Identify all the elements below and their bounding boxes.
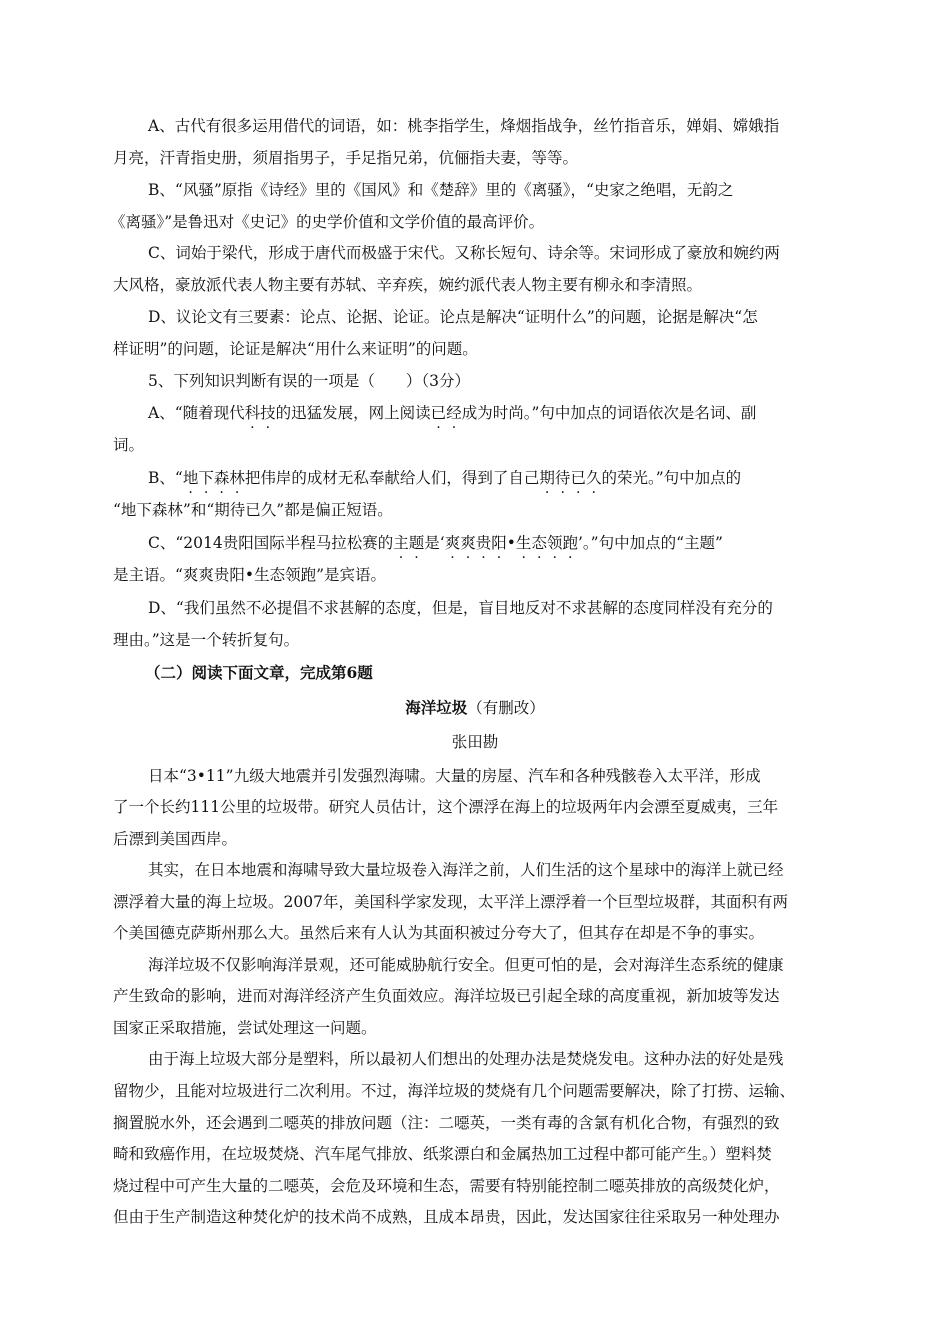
text-segment: • bbox=[506, 534, 516, 552]
option-a-line-1: A、古代有很多运用借代的词语，如：桃李指学生，烽烟指战争，丝竹指音乐，婵娟、嫦娥指 bbox=[148, 117, 780, 135]
dotted-char: 跑 bbox=[562, 534, 578, 552]
dotted-char: 已 bbox=[430, 404, 447, 422]
dotted-char: 待 bbox=[554, 469, 571, 487]
q5-option-d-line-2: 理由。”这是一个转折复句。 bbox=[113, 631, 300, 649]
question-5-stem: 5、下列知识判断有误的一项是（ ）（3分） bbox=[148, 372, 470, 390]
paragraph-4-line-4: 畸和致癌作用，在垃圾焚烧、汽车尾气排放、纸浆漂白和金属热加工过程中都可能产生。）塑料焚 bbox=[113, 1145, 772, 1163]
dotted-char: 技 bbox=[260, 404, 276, 422]
option-d-line-1: D、议论文有三要素：论点、论据、论证。论点是解决“证明什么”的问题，论据是解决“怎 bbox=[148, 308, 758, 326]
paragraph-4-line-5: 烧过程中可产生大量的二噁英，会危及环境和生态，需要有特别能控制二噁英排放的高级焚化炉， bbox=[113, 1177, 780, 1195]
text-segment: B、“ bbox=[148, 469, 183, 487]
option-c-line-2: 大风格，豪放派代表人物主要有苏轼、辛弃疾，婉约派代表人物主要有柳永和李清照。 bbox=[113, 276, 703, 294]
text-segment: A、“随着现代 bbox=[148, 404, 245, 422]
paragraph-4-line-1: 由于海上垃圾大部分是塑料，所以最初人们想出的处理办法是焚烧发电。这种办法的好处是残 bbox=[148, 1050, 784, 1068]
dotted-char: 已 bbox=[570, 469, 586, 487]
dotted-char: 生 bbox=[515, 534, 532, 552]
dotted-char: 贵 bbox=[475, 534, 492, 552]
option-b-line-2: 《离骚》”是鲁迅对《史记》的史学价值和文学价值的最高评价。 bbox=[110, 213, 545, 231]
paragraph-1-line-3: 后漂到美国西岸。 bbox=[113, 830, 238, 848]
dotted-char: 经 bbox=[446, 404, 462, 422]
paragraph-2-line-1: 其实，在日本地震和海啸导致大量垃圾卷入海洋之前，人们生活的这个星球中的海洋上就已经 bbox=[148, 861, 784, 879]
text-segment: C、“2014贵阳国际半程马拉松赛的 bbox=[148, 534, 394, 552]
text-segment: 把伟岸的成材无私奉献给人们，得到了自己 bbox=[244, 469, 540, 487]
dotted-char: 下 bbox=[198, 469, 214, 487]
text-segment: ’。”句中加点的“主题” bbox=[577, 534, 723, 552]
q5-option-c-line-2: 是主语。“爽爽贵阳•生态领跑”是宾语。 bbox=[113, 566, 386, 584]
section-heading: （二）阅读下面文章，完成第6题 bbox=[145, 663, 373, 682]
paragraph-3-line-3: 国家正采取措施，尝试处理这一问题。 bbox=[113, 1019, 377, 1037]
option-a-line-2: 月亮，汗青指史册，须眉指男子，手足指兄弟，伉俪指夫妻，等等。 bbox=[113, 149, 579, 167]
q5-option-b-line-2: “地下森林”和“期待已久”都是偏正短语。 bbox=[113, 501, 393, 519]
option-c-line-1: C、词始于梁代，形成于唐代而极盛于宋代。又称长短句、诗余等。宋词形成了豪放和婉约两 bbox=[148, 244, 780, 262]
paragraph-3-line-2: 产生致命的影响，进而对海洋经济产生负面效应。海洋垃圾已引起全球的高度重视，新加坡等发达 bbox=[113, 987, 780, 1005]
text-segment: 是‘ bbox=[424, 534, 445, 552]
paragraph-4-line-3: 搁置脱水外，还会遇到二噁英的排放问题（注：二噁英，一类有毒的含氯有机化合物，有强烈的致 bbox=[113, 1114, 780, 1132]
paragraph-3-line-1: 海洋垃圾不仅影响海洋景观，还可能威胁航行安全。但更可怕的是，会对海洋生态系统的健康 bbox=[148, 956, 784, 974]
q5-option-a-line-1 bbox=[148, 403, 756, 423]
article-author: 张田勘 bbox=[451, 733, 499, 751]
paragraph-1-line-1: 日本“3•11”九级大地震并引发强烈海啸。大量的房屋、汽车和各种残骸卷入太平洋，形成 bbox=[148, 767, 761, 785]
dotted-char: 科 bbox=[244, 404, 261, 422]
paragraph-1-line-2: 了一个长约111公里的垃圾带。研究人员估计，这个漂浮在海上的垃圾两年内会漂至夏威夷，三年 bbox=[113, 798, 779, 816]
article-title-main: 海洋垃圾 bbox=[405, 698, 468, 717]
dotted-char: 阳 bbox=[491, 534, 507, 552]
dotted-char: 林 bbox=[229, 469, 245, 487]
article-title-note: （有删改） bbox=[467, 699, 545, 717]
paragraph-4-line-6: 但由于生产制造这种焚化炉的技术尚不成熟，且成本昂贵，因此，发达国家往往采取另一种处理办 bbox=[113, 1208, 780, 1226]
text-segment: 的迅猛发展，网上阅读 bbox=[275, 404, 431, 422]
dotted-char: 期 bbox=[539, 469, 555, 487]
dotted-char: 领 bbox=[546, 534, 563, 552]
paragraph-4-line-2: 留物少，且能对垃圾进行二次利用。不过，海洋垃圾的焚烧有几个问题需要解决，除了打捞、运输、 bbox=[113, 1082, 796, 1100]
text-segment: 成为时尚。”句中加点的词语依次是名词、副 bbox=[461, 404, 757, 422]
dotted-char: 态 bbox=[531, 534, 547, 552]
dotted-char: 久 bbox=[585, 469, 602, 487]
paragraph-2-line-3: 个美国德克萨斯州那么大。虽然后来有人认为其面积被过分夸大了，但其存在却是不争的事实。 bbox=[113, 924, 765, 942]
dotted-char: 题 bbox=[408, 534, 425, 552]
dotted-char: 森 bbox=[213, 469, 230, 487]
text-segment: 的荣光。”句中加点的 bbox=[601, 469, 742, 487]
dotted-char: 主 bbox=[393, 534, 409, 552]
paragraph-2-line-2: 漂浮着大量的海上垃圾。2007年，美国科学家发现，太平洋上漂浮着一个巨型垃圾群，其面积有两 bbox=[113, 893, 788, 911]
option-d-line-2: 样证明”的问题，论证是解决“用什么来证明”的问题。 bbox=[113, 340, 478, 358]
dotted-char: 爽 bbox=[460, 534, 476, 552]
q5-option-b-line-1 bbox=[148, 468, 741, 488]
article-title bbox=[0, 698, 950, 718]
q5-option-c-line-1 bbox=[148, 533, 723, 553]
q5-option-d-line-1: D、“我们虽然不必提倡不求甚解的态度，但是，盲目地反对不求甚解的态度同样没有充分的 bbox=[148, 599, 773, 617]
dotted-char: 地 bbox=[182, 469, 199, 487]
dotted-char: 爽 bbox=[444, 534, 461, 552]
q5-option-a-line-2: 词。 bbox=[113, 436, 145, 454]
option-b-line-1: B、“风骚”原指《诗经》里的《国风》和《楚辞》里的《离骚》，“史家之绝唱，无韵之 bbox=[148, 181, 734, 199]
